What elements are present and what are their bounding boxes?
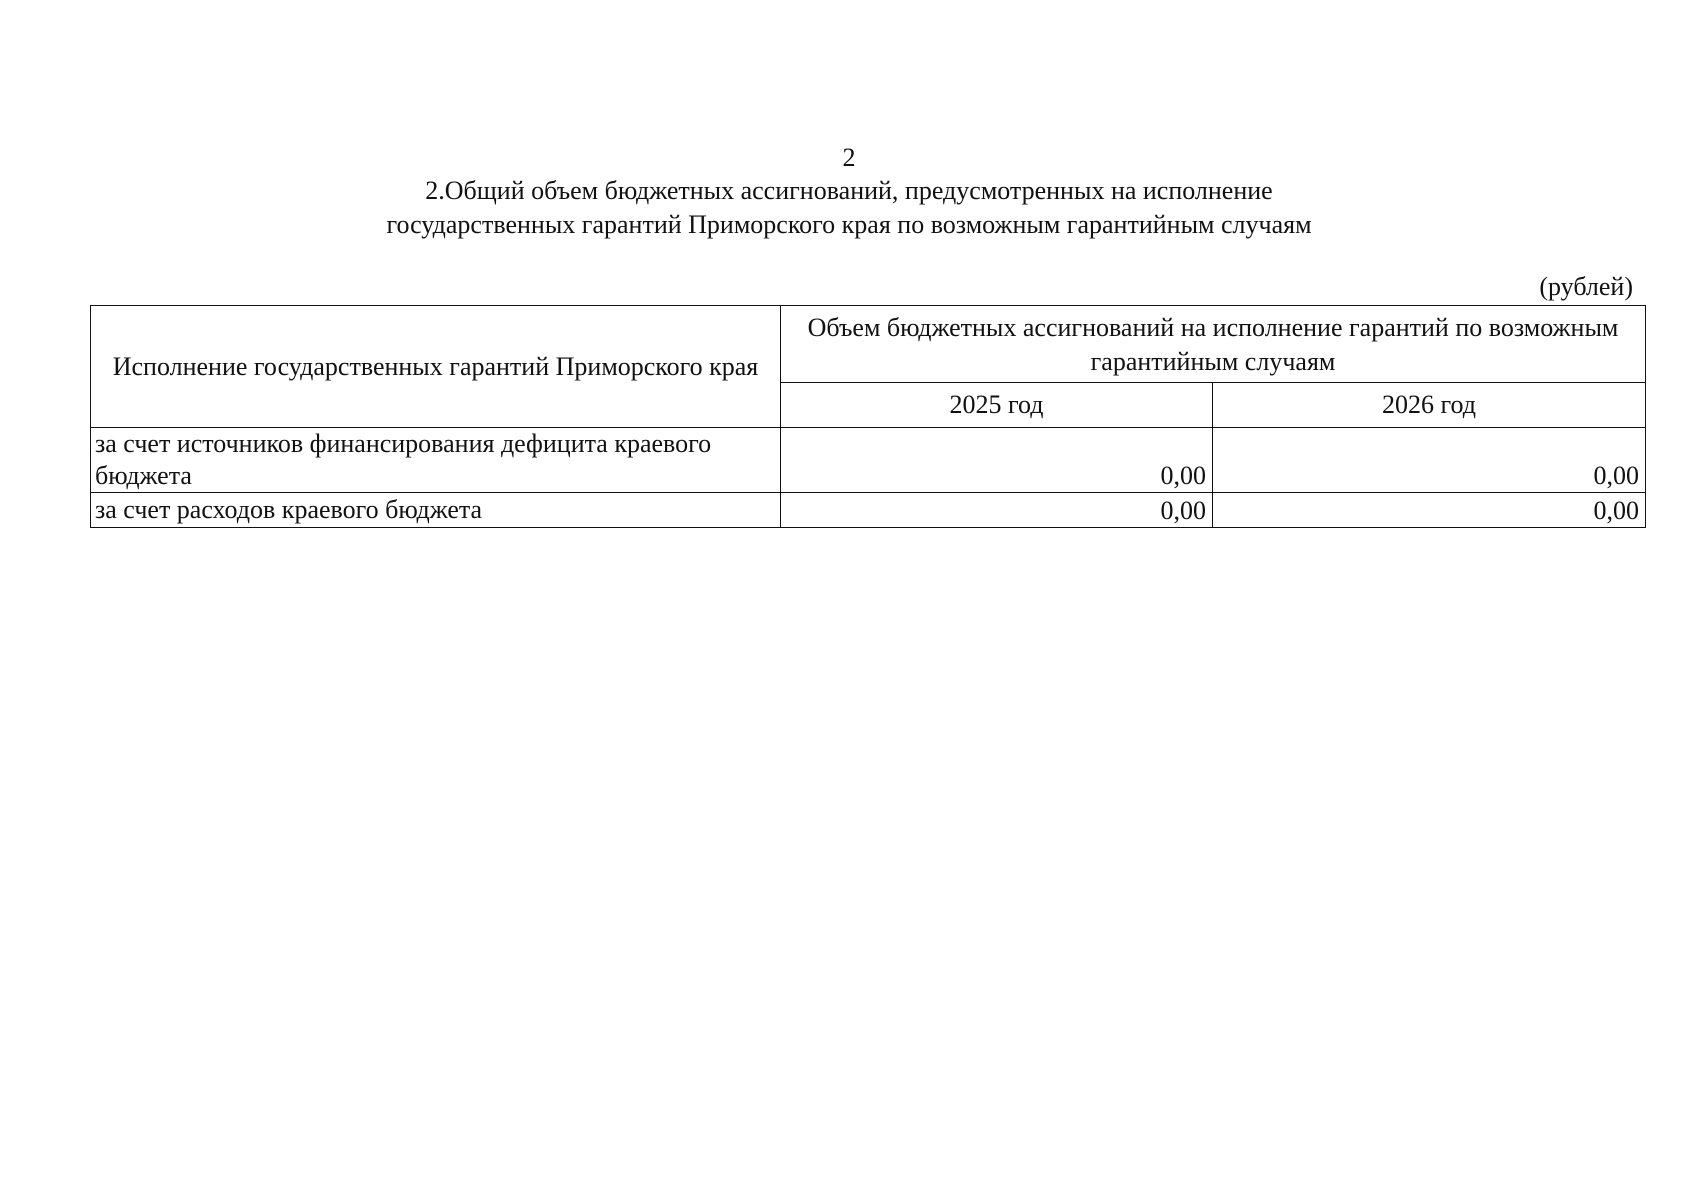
document-title xyxy=(0,174,1698,242)
row-value-2026: 0,00 xyxy=(1213,428,1646,493)
row-label: за счет источников финансирования дефицита краевого бюджета xyxy=(91,428,781,493)
header-allocation-volume xyxy=(781,306,1646,383)
row-value-2025: 0,00 xyxy=(781,493,1213,528)
page-number: 2 xyxy=(842,143,856,172)
table-header-row xyxy=(91,306,1646,383)
header-year-2026: 2026 год xyxy=(1213,383,1646,428)
row-value-2025: 0,00 xyxy=(781,428,1213,493)
row-label: за счет расходов краевого бюджета xyxy=(91,493,781,528)
table-row xyxy=(91,428,1646,493)
row-value-2026: 0,00 xyxy=(1213,493,1646,528)
units-label: (рублей) xyxy=(1539,272,1633,301)
title-line-1: 2.Общий объем бюджетных ассигнований, предусмотренных на исполнение xyxy=(425,176,1273,205)
budget-table xyxy=(90,305,1646,528)
title-line-2: государственных гарантий Приморского края по возможным гарантийным случаям xyxy=(386,210,1312,239)
table-row xyxy=(91,493,1646,528)
header-guarantee-execution-label: Исполнение государственных гарантий Приморского края xyxy=(112,351,759,381)
header-guarantee-execution xyxy=(91,306,781,428)
header-allocation-volume-label: Объем бюджетных ассигнований на исполнение гарантий по возможным гарантийным случаям xyxy=(807,313,1619,376)
header-year-2025: 2025 год xyxy=(781,383,1213,428)
